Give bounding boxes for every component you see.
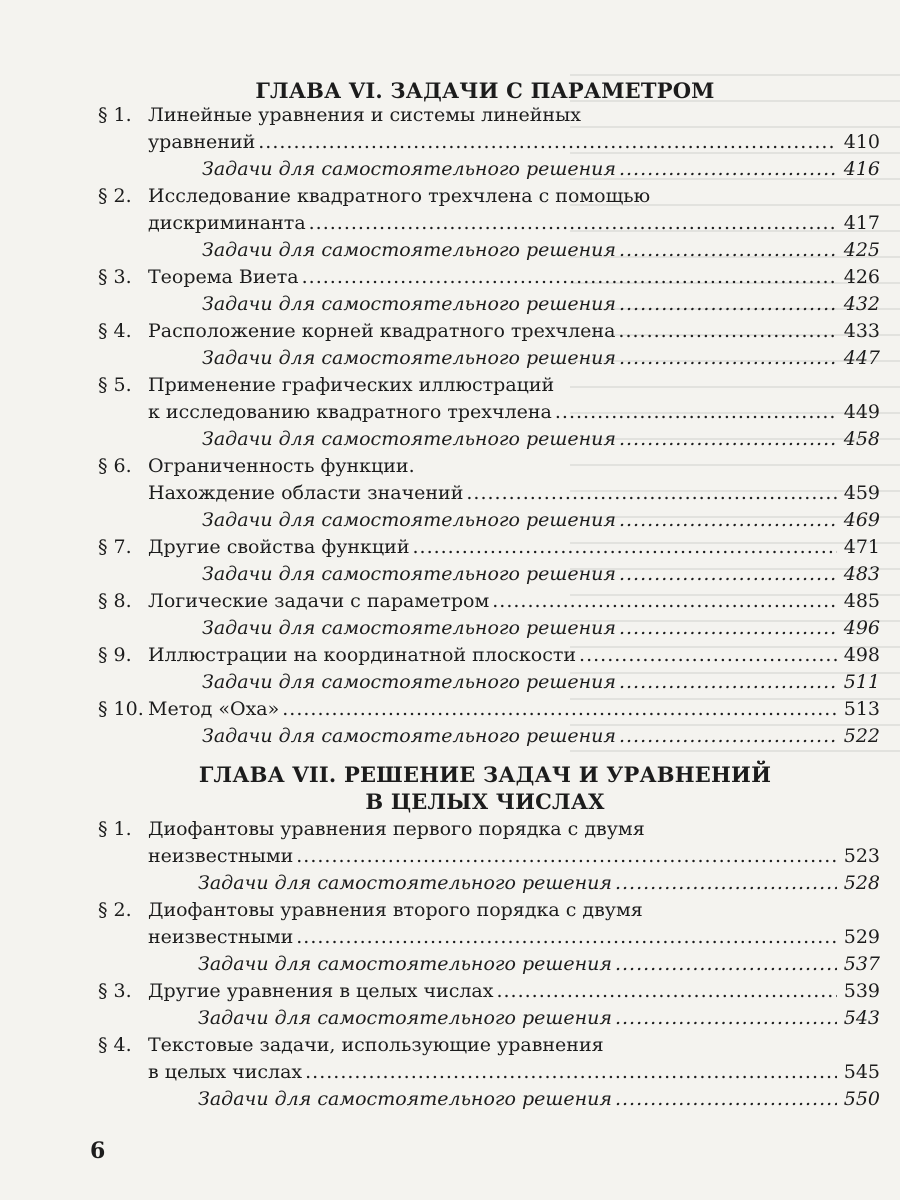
leader-dots <box>615 1007 837 1029</box>
section-number: § 6. <box>98 455 132 477</box>
leader-dots <box>302 266 837 288</box>
page-ref: 417 <box>843 212 880 234</box>
toc-line <box>98 482 880 509</box>
leader-dots <box>309 212 837 234</box>
toc-line <box>98 185 880 212</box>
exercises-title: Задачи для самостоятельного решения <box>202 509 616 531</box>
chapter-6-title: ГЛАВА VI. ЗАДАЧИ С ПАРАМЕТРОМ <box>255 78 715 103</box>
section-number: § 10. <box>98 698 144 720</box>
section-title: уравнений <box>148 131 256 153</box>
section-title: Теорема Виета <box>148 266 299 288</box>
page-ref: 426 <box>843 266 880 288</box>
section-title: Расположение корней квадратного трехчлена <box>148 320 616 342</box>
page-ref: 471 <box>843 536 880 558</box>
page-ref: 522 <box>843 725 880 747</box>
exercises-line <box>98 617 880 644</box>
section-number: § 1. <box>98 104 132 126</box>
toc-line <box>98 212 880 239</box>
leader-dots <box>305 1061 837 1083</box>
page-number: 6 <box>90 1138 106 1164</box>
toc-line <box>98 980 880 1007</box>
section-number: § 3. <box>98 266 132 288</box>
exercises-line <box>98 428 880 455</box>
page-ref: 545 <box>843 1061 880 1083</box>
section-title: Нахождение области значений <box>148 482 464 504</box>
exercises-line <box>98 953 880 980</box>
page-ref: 469 <box>843 509 880 531</box>
page-ref: 416 <box>843 158 880 180</box>
toc-line <box>98 818 880 845</box>
chapter-7-entries <box>98 818 880 1115</box>
page-ref: 528 <box>843 872 880 894</box>
exercises-title: Задачи для самостоятельного решения <box>202 563 616 585</box>
page-ref: 432 <box>843 293 880 315</box>
section-title: Другие свойства функций <box>148 536 410 558</box>
chapter-7-title: ГЛАВА VII. РЕШЕНИЕ ЗАДАЧ И УРАВНЕНИЙ <box>198 762 772 787</box>
toc-line <box>98 590 880 617</box>
leader-dots <box>619 509 837 531</box>
page-ref: 447 <box>843 347 880 369</box>
section-number: § 3. <box>98 980 132 1002</box>
toc-line <box>98 899 880 926</box>
exercises-line <box>98 158 880 185</box>
leader-dots <box>619 725 837 747</box>
page-ref: 449 <box>843 401 880 423</box>
section-title: Текстовые задачи, использующие уравнения <box>148 1034 604 1056</box>
section-number: § 7. <box>98 536 132 558</box>
leader-dots <box>492 590 837 612</box>
leader-dots <box>496 980 837 1002</box>
leader-dots <box>615 1088 837 1110</box>
leader-dots <box>282 698 837 720</box>
section-title: неизвестными <box>148 926 294 948</box>
toc-line <box>98 401 880 428</box>
leader-dots <box>412 536 837 558</box>
section-number: § 1. <box>98 818 132 840</box>
exercises-line <box>98 509 880 536</box>
exercises-line <box>98 1007 880 1034</box>
section-number: § 2. <box>98 185 132 207</box>
exercises-title: Задачи для самостоятельного решения <box>198 1007 612 1029</box>
page-ref: 458 <box>843 428 880 450</box>
exercises-line <box>98 671 880 698</box>
toc-line <box>98 644 880 671</box>
toc-line <box>98 1034 880 1061</box>
leader-dots <box>296 926 837 948</box>
leader-dots <box>619 347 837 369</box>
exercises-title: Задачи для самостоятельного решения <box>202 347 616 369</box>
page-ref: 483 <box>843 563 880 585</box>
exercises-title: Задачи для самостоятельного решения <box>202 293 616 315</box>
exercises-title: Задачи для самостоятельного решения <box>202 725 616 747</box>
page-ref: 513 <box>843 698 880 720</box>
leader-dots <box>579 644 837 666</box>
section-title: Диофантовы уравнения первого порядка с двумя <box>148 818 645 840</box>
leader-dots <box>555 401 837 423</box>
exercises-title: Задачи для самостоятельного решения <box>198 872 612 894</box>
leader-dots <box>619 293 837 315</box>
page-ref: 410 <box>843 131 880 153</box>
section-number: § 9. <box>98 644 132 666</box>
exercises-title: Задачи для самостоятельного решения <box>202 239 616 261</box>
section-number: § 4. <box>98 1034 132 1056</box>
exercises-title: Задачи для самостоятельного решения <box>202 158 616 180</box>
page-ref: 459 <box>843 482 880 504</box>
section-title: Применение графических иллюстраций <box>148 374 555 396</box>
page-ref: 498 <box>843 644 880 666</box>
section-title: Исследование квадратного трехчлена с помощью <box>148 185 651 207</box>
page-ref: 496 <box>843 617 880 639</box>
toc-line <box>98 926 880 953</box>
page-ref: 550 <box>843 1088 880 1110</box>
toc-line <box>98 374 880 401</box>
exercises-title: Задачи для самостоятельного решения <box>198 953 612 975</box>
leader-dots <box>619 239 837 261</box>
exercises-line <box>98 347 880 374</box>
page-ref: 523 <box>843 845 880 867</box>
leader-dots <box>615 872 837 894</box>
toc-line <box>98 455 880 482</box>
exercises-title: Задачи для самостоятельного решения <box>198 1088 612 1110</box>
section-title: Логические задачи с параметром <box>148 590 490 612</box>
leader-dots <box>296 845 837 867</box>
page-ref: 529 <box>843 926 880 948</box>
section-title: неизвестными <box>148 845 294 867</box>
section-number: § 4. <box>98 320 132 342</box>
leader-dots <box>618 320 837 342</box>
leader-dots <box>615 953 837 975</box>
toc-line <box>98 536 880 563</box>
toc-line <box>98 266 880 293</box>
section-title: Линейные уравнения и системы линейных <box>148 104 581 126</box>
toc-line <box>98 320 880 347</box>
exercises-title: Задачи для самостоятельного решения <box>202 617 616 639</box>
page-ref: 425 <box>843 239 880 261</box>
page-ref: 537 <box>843 953 880 975</box>
section-title: Иллюстрации на координатной плоскости <box>148 644 577 666</box>
section-title: Метод «Оха» <box>148 698 280 720</box>
section-title: Ограниченность функции. <box>148 455 415 477</box>
toc-line <box>98 131 880 158</box>
section-number: § 5. <box>98 374 132 396</box>
page-ref: 539 <box>843 980 880 1002</box>
leader-dots <box>466 482 837 504</box>
exercises-line <box>98 293 880 320</box>
chapter-7-title-line2: В ЦЕЛЫХ ЧИСЛАХ <box>365 789 605 814</box>
exercises-line <box>98 1088 880 1115</box>
toc-line <box>98 845 880 872</box>
page-ref: 485 <box>843 590 880 612</box>
chapter-6-entries <box>98 104 880 752</box>
leader-dots <box>619 563 837 585</box>
exercises-title: Задачи для самостоятельного решения <box>202 671 616 693</box>
section-title: Диофантовы уравнения второго порядка с двумя <box>148 899 643 921</box>
exercises-line <box>98 563 880 590</box>
section-number: § 8. <box>98 590 132 612</box>
leader-dots <box>619 428 837 450</box>
page-ref: 511 <box>843 671 880 693</box>
leader-dots <box>619 617 837 639</box>
toc-line <box>98 104 880 131</box>
section-title: в целых числах <box>148 1061 303 1083</box>
page-ref: 543 <box>843 1007 880 1029</box>
exercises-line <box>98 725 880 752</box>
exercises-line <box>98 239 880 266</box>
page-ref: 433 <box>843 320 880 342</box>
leader-dots <box>619 671 837 693</box>
leader-dots <box>258 131 837 153</box>
section-title: к исследованию квадратного трехчлена <box>148 401 552 423</box>
section-title: дискриминанта <box>148 212 306 234</box>
section-title: Другие уравнения в целых числах <box>148 980 494 1002</box>
exercises-line <box>98 872 880 899</box>
toc-line <box>98 698 880 725</box>
exercises-title: Задачи для самостоятельного решения <box>202 428 616 450</box>
section-number: § 2. <box>98 899 132 921</box>
leader-dots <box>619 158 837 180</box>
toc-line <box>98 1061 880 1088</box>
